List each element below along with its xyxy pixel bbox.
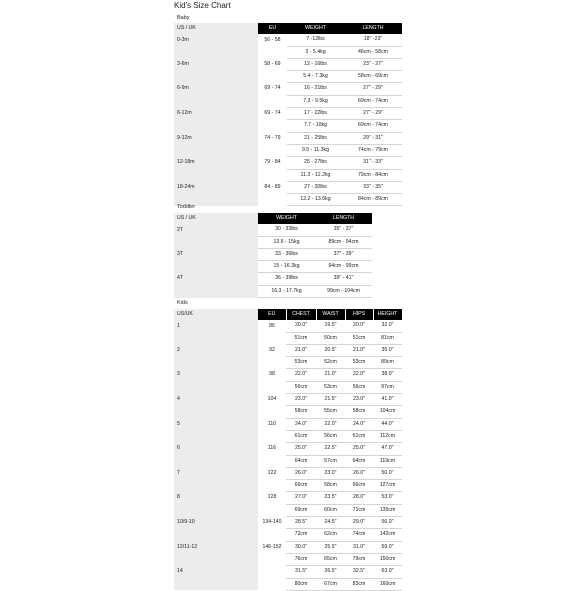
kids-value-cell: 72cm [286, 529, 316, 541]
kids-value-cell: 24.0" [345, 418, 373, 430]
toddler-value-cell: 36 - 39lbs [258, 273, 315, 285]
kids-value-cell: 56.0" [373, 517, 402, 529]
baby-eu-cell: 69 - 74 [264, 85, 281, 92]
baby-eu-spacer [258, 144, 287, 156]
chart-title: Kid's Size Chart [174, 1, 231, 10]
kids-size-spacer [174, 381, 258, 393]
kids-value-cell: 35.0" [373, 344, 402, 356]
baby-table-row [174, 83, 402, 95]
baby-eu-cell: 84 - 89 [264, 183, 281, 190]
baby-size-spacer [174, 144, 258, 156]
baby-value-cell: 7.7 - 10kg [287, 120, 344, 132]
baby-section-label: Baby [177, 15, 190, 21]
kids-value-cell: 21.0" [286, 344, 316, 356]
kids-section-label: Kids [177, 300, 188, 306]
kids-value-cell: 24.5" [316, 517, 345, 529]
baby-value-cell: 33" - 35" [344, 181, 402, 193]
kids-value-cell: 30.0" [286, 541, 316, 553]
kids-value-cell: 80cm [286, 578, 316, 590]
kids-value-cell: 56cm [316, 430, 345, 442]
toddler-size-spacer [174, 236, 258, 248]
kids-value-cell: 24.0" [286, 418, 316, 430]
baby-table-row [174, 34, 402, 46]
kids-size-label: 7 [174, 467, 258, 479]
baby-table-header [174, 23, 402, 34]
baby-eu-cell: 69 - 74 [264, 110, 281, 117]
kids-value-cell: 21.5" [316, 394, 345, 406]
kids-size-label: 5 [174, 418, 258, 430]
kids-value-cell: 21.0" [345, 344, 373, 356]
kids-value-cell: 62cm [316, 529, 345, 541]
kids-value-cell: 57cm [316, 455, 345, 467]
baby-value-cell: 7 -12lbs [287, 34, 344, 46]
kids-size-label: 3 [174, 369, 258, 381]
toddler-header-1: WEIGHT [258, 213, 315, 224]
baby-value-cell: 16 - 21lbs [287, 83, 344, 95]
kids-eu-cell: 92 [269, 346, 275, 353]
kids-value-cell: 71cm [345, 504, 373, 516]
baby-size-label: 9-12m [174, 132, 258, 144]
kids-table-row [174, 492, 402, 504]
baby-value-cell: 29" - 31" [344, 132, 402, 144]
kids-value-cell: 25.0" [345, 443, 373, 455]
kids-value-cell: 69cm [286, 504, 316, 516]
kids-value-cell: 56cm [286, 381, 316, 393]
kids-header-2: CHEST [286, 309, 316, 320]
kids-value-cell: 32.5" [345, 566, 373, 578]
kids-value-cell: 25.0" [286, 443, 316, 455]
baby-table-row [174, 58, 402, 70]
baby-value-cell: 11.3 - 12.2kg [287, 169, 344, 181]
kids-value-cell: 64cm [286, 455, 316, 467]
kids-eu-spacer [258, 480, 286, 492]
kids-eu-cell: 104 [267, 396, 277, 403]
baby-header-0: US / UK [174, 23, 258, 34]
toddler-value-cell: 16.3 - 17.7kg [258, 285, 315, 297]
toddler-value-cell: 99cm - 104cm [315, 285, 372, 297]
kids-value-cell: 51cm [286, 332, 316, 344]
kids-value-cell: 22.0" [286, 369, 316, 381]
kids-value-cell: 53cm [345, 357, 373, 369]
kids-eu-cell: 86 [269, 322, 275, 329]
baby-eu-spacer [258, 194, 287, 206]
baby-table-row [174, 120, 402, 132]
baby-value-cell: 5.4 - 7.3kg [287, 71, 344, 83]
kids-value-cell: 26.0" [345, 467, 373, 479]
kids-value-cell: 60cm [316, 504, 345, 516]
kids-value-cell: 20.0" [286, 320, 316, 332]
kids-size-label: 14 [174, 566, 258, 578]
kids-table-row [174, 344, 402, 356]
kids-value-cell: 51cm [345, 332, 373, 344]
baby-table-row [174, 169, 402, 181]
toddler-size-label: 3T [174, 248, 258, 260]
kids-value-cell: 59.0" [373, 541, 402, 553]
kids-header-0: US/UK [174, 309, 258, 320]
kids-value-cell: 26.5" [316, 566, 345, 578]
kids-value-cell: 20.0" [345, 320, 373, 332]
kids-table-row [174, 480, 402, 492]
kids-size-label: 2 [174, 344, 258, 356]
kids-value-cell: 135cm [373, 504, 402, 516]
kids-eu-cell: 128 [267, 494, 277, 501]
kids-eu-cell: 146-152 [262, 543, 282, 550]
baby-size-label: 6-12m [174, 108, 258, 120]
toddler-value-cell: 30 - 33lbs [258, 224, 315, 236]
kids-value-cell: 79cm [345, 553, 373, 565]
kids-size-spacer [174, 553, 258, 565]
baby-header-row [174, 23, 402, 34]
kids-value-cell: 53cm [286, 357, 316, 369]
toddler-value-cell: 13.6 - 15kg [258, 236, 315, 248]
kids-size-label: 6 [174, 443, 258, 455]
kids-size-spacer [174, 504, 258, 516]
kids-value-cell: 104cm [373, 406, 402, 418]
baby-value-cell: 84cm - 89cm [344, 194, 402, 206]
kids-value-cell: 56cm [345, 381, 373, 393]
baby-header-3: LENGTH [344, 23, 402, 34]
kids-value-cell: 23.0" [345, 394, 373, 406]
baby-value-cell: 69cm - 74cm [344, 95, 402, 107]
baby-size-label: 6-9m [174, 83, 258, 95]
baby-value-cell: 69cm - 74cm [344, 120, 402, 132]
kids-value-cell: 25.5" [316, 541, 345, 553]
kids-size-spacer [174, 332, 258, 344]
kids-size-label: 12/11-12 [174, 541, 258, 553]
baby-header-2: WEIGHT [287, 23, 344, 34]
toddler-value-cell: 94cm - 99cm [315, 261, 372, 273]
kids-value-cell: 61cm [286, 430, 316, 442]
toddler-value-cell: 33 - 36lbs [258, 248, 315, 260]
kids-table-row [174, 529, 402, 541]
baby-table-row [174, 95, 402, 107]
toddler-header-0: US / UK [174, 213, 258, 224]
baby-eu-spacer [258, 46, 287, 58]
baby-value-cell: 27 - 30lbs [287, 181, 344, 193]
toddler-size-label: 2T [174, 224, 258, 236]
baby-value-cell: 31" - 33" [344, 157, 402, 169]
baby-table-row [174, 108, 402, 120]
baby-value-cell: 23" - 27" [344, 58, 402, 70]
toddler-table-row [174, 261, 372, 273]
baby-size-table [174, 23, 402, 206]
kids-value-cell: 150cm [373, 553, 402, 565]
baby-size-label: 12-18m [174, 157, 258, 169]
kids-size-spacer [174, 529, 258, 541]
kids-value-cell: 55cm [316, 406, 345, 418]
toddler-size-spacer [174, 261, 258, 273]
kids-value-cell: 64cm [345, 455, 373, 467]
kids-table-row [174, 357, 402, 369]
baby-table-row [174, 71, 402, 83]
baby-value-cell: 27" - 29" [344, 83, 402, 95]
kids-eu-spacer [258, 430, 286, 442]
kids-value-cell: 58cm [286, 406, 316, 418]
kids-size-table [174, 309, 403, 591]
kids-value-cell: 61cm [345, 430, 373, 442]
kids-header-4: HIPS [345, 309, 373, 320]
baby-size-label: 0-3m [174, 34, 258, 46]
baby-eu-cell: 58 - 69 [264, 60, 281, 67]
kids-value-cell: 22.0" [316, 418, 345, 430]
kids-value-cell: 47.0" [373, 443, 402, 455]
kids-size-spacer [174, 455, 258, 467]
baby-header-1: EU [258, 23, 287, 34]
kids-value-cell: 66cm [286, 480, 316, 492]
baby-value-cell: 12.2 - 13.6kg [287, 194, 344, 206]
toddler-value-cell: 15 - 16.3kg [258, 261, 315, 273]
kids-value-cell: 127cm [373, 480, 402, 492]
kids-table-row [174, 553, 402, 565]
baby-size-label: 3-6m [174, 58, 258, 70]
baby-table-row [174, 132, 402, 144]
toddler-size-table [174, 213, 372, 298]
kids-eu-cell: 134-140 [262, 519, 282, 526]
baby-eu-cell: 74 - 79 [264, 134, 281, 141]
kids-value-cell: 23.0" [286, 394, 316, 406]
kids-value-cell: 29.0" [345, 517, 373, 529]
kids-value-cell: 50.0" [373, 467, 402, 479]
baby-table-row [174, 194, 402, 206]
kids-header-3: WAIST [316, 309, 345, 320]
toddler-table-row [174, 248, 372, 260]
kids-table-row [174, 369, 402, 381]
kids-value-cell: 23.0" [316, 467, 345, 479]
toddler-header-row [174, 213, 372, 224]
baby-eu-cell: 56 - 58 [264, 36, 281, 43]
kids-size-label: 8 [174, 492, 258, 504]
kids-table-row [174, 517, 402, 529]
kids-value-cell: 23.5" [316, 492, 345, 504]
kids-value-cell: 89cm [373, 357, 402, 369]
kids-value-cell: 65cm [316, 553, 345, 565]
kids-size-spacer [174, 480, 258, 492]
toddler-table-row [174, 236, 372, 248]
kids-table-row [174, 320, 402, 332]
baby-value-cell: 27" - 29" [344, 108, 402, 120]
kids-header-5: HEIGHT [373, 309, 402, 320]
kids-eu-spacer [258, 357, 286, 369]
toddler-table-row [174, 224, 372, 236]
baby-size-spacer [174, 71, 258, 83]
toddler-header-2: LENGTH [315, 213, 372, 224]
baby-eu-spacer [258, 95, 287, 107]
kids-eu-spacer [258, 332, 286, 344]
kids-value-cell: 28.5" [286, 517, 316, 529]
kids-value-cell: 22.0" [345, 369, 373, 381]
baby-value-cell: 18" -23" [344, 34, 402, 46]
kids-value-cell: 160cm [373, 578, 402, 590]
kids-value-cell: 31.0" [345, 541, 373, 553]
kids-eu-spacer [258, 406, 286, 418]
kids-header-1: EU [258, 309, 286, 320]
baby-size-spacer [174, 95, 258, 107]
kids-size-label: 4 [174, 394, 258, 406]
kids-value-cell: 76cm [286, 553, 316, 565]
kids-value-cell: 26.0" [286, 467, 316, 479]
kids-size-label: 10/9-10 [174, 517, 258, 529]
baby-size-spacer [174, 169, 258, 181]
toddler-size-label: 4T [174, 273, 258, 285]
kids-value-cell: 21.0" [316, 369, 345, 381]
baby-size-spacer [174, 120, 258, 132]
kids-table-row [174, 418, 402, 430]
baby-table-row [174, 144, 402, 156]
baby-value-cell: 17 - 22lbs [287, 108, 344, 120]
toddler-table-row [174, 273, 372, 285]
baby-value-cell: 58cm - 69cm [344, 71, 402, 83]
kids-eu-spacer [258, 529, 286, 541]
baby-value-cell: 12 - 16lbs [287, 58, 344, 70]
kids-value-cell: 63.0" [373, 566, 402, 578]
baby-value-cell: 21 - 25lbs [287, 132, 344, 144]
kids-value-cell: 83cm [345, 578, 373, 590]
kids-eu-cell [258, 566, 286, 578]
kids-eu-spacer [258, 504, 286, 516]
kids-value-cell: 66cm [345, 480, 373, 492]
kids-size-spacer [174, 406, 258, 418]
kids-table-row [174, 541, 402, 553]
kids-eu-cell: 98 [269, 371, 275, 378]
toddler-section-label: Toddler [177, 204, 196, 210]
kids-value-cell: 112cm [373, 430, 402, 442]
kids-value-cell: 53.0" [373, 492, 402, 504]
baby-size-spacer [174, 46, 258, 58]
kids-table-row [174, 406, 402, 418]
toddler-size-spacer [174, 285, 258, 297]
kids-table-body [174, 320, 402, 590]
kids-table-row [174, 566, 402, 578]
kids-table-row [174, 455, 402, 467]
kids-value-cell: 74cm [345, 529, 373, 541]
toddler-table-row [174, 285, 372, 297]
kids-eu-cell: 110 [267, 420, 277, 427]
toddler-value-cell: 35" - 37" [315, 224, 372, 236]
baby-value-cell: 25 - 27lbs [287, 157, 344, 169]
kids-value-cell: 28.0" [345, 492, 373, 504]
kids-size-spacer [174, 357, 258, 369]
baby-size-label: 18-24m [174, 181, 258, 193]
kids-header-row [174, 309, 402, 320]
baby-eu-spacer [258, 71, 287, 83]
baby-table-row [174, 157, 402, 169]
kids-size-spacer [174, 430, 258, 442]
kids-value-cell: 53cm [316, 381, 345, 393]
baby-value-cell: 7.3 - 9.5kg [287, 95, 344, 107]
kids-table-row [174, 332, 402, 344]
kids-value-cell: 32.0" [373, 320, 402, 332]
kids-eu-spacer [258, 455, 286, 467]
baby-value-cell: 3 - 5.4kg [287, 46, 344, 58]
kids-value-cell: 50cm [316, 332, 345, 344]
kids-value-cell: 52cm [316, 357, 345, 369]
baby-eu-spacer [258, 169, 287, 181]
baby-value-cell: 74cm - 79cm [344, 144, 402, 156]
kids-table-row [174, 504, 402, 516]
baby-eu-spacer [258, 120, 287, 132]
kids-table-row [174, 467, 402, 479]
kids-value-cell: 19.5" [316, 320, 345, 332]
kids-size-label: 1 [174, 320, 258, 332]
kids-value-cell: 20.5" [316, 344, 345, 356]
kids-value-cell: 58cm [345, 406, 373, 418]
kids-value-cell: 81cm [373, 332, 402, 344]
kids-table-row [174, 394, 402, 406]
kids-eu-cell: 116 [267, 445, 277, 452]
toddler-value-cell: 89cm - 94cm [315, 236, 372, 248]
toddler-value-cell: 39" - 41" [315, 273, 372, 285]
kids-value-cell: 31.5" [286, 566, 316, 578]
kids-value-cell: 119cm [373, 455, 402, 467]
kids-value-cell: 58cm [316, 480, 345, 492]
kids-value-cell: 142cm [373, 529, 402, 541]
baby-value-cell: 79cm - 84cm [344, 169, 402, 181]
toddler-table-body [174, 224, 372, 297]
kids-table-header [174, 309, 402, 320]
kids-eu-cell: 122 [267, 469, 277, 476]
baby-value-cell: 9.5 - 11.3kg [287, 144, 344, 156]
baby-table-row [174, 46, 402, 58]
kids-eu-spacer [258, 553, 286, 565]
kids-value-cell: 38.0" [373, 369, 402, 381]
kids-table-row [174, 430, 402, 442]
baby-eu-cell: 79 - 84 [264, 159, 281, 166]
kids-value-cell: 67cm [316, 578, 345, 590]
kids-table-row [174, 381, 402, 393]
kids-eu-spacer [258, 381, 286, 393]
kids-value-cell: 97cm [373, 381, 402, 393]
toddler-value-cell: 37" - 39" [315, 248, 372, 260]
baby-table-row [174, 181, 402, 193]
baby-table-body [174, 34, 402, 206]
kids-value-cell: 44.0" [373, 418, 402, 430]
toddler-table-header [174, 213, 372, 224]
kids-value-cell: 22.5" [316, 443, 345, 455]
baby-value-cell: 46cm - 58cm [344, 46, 402, 58]
kids-value-cell: 27.0" [286, 492, 316, 504]
kids-table-row [174, 443, 402, 455]
kids-value-cell: 41.0" [373, 394, 402, 406]
